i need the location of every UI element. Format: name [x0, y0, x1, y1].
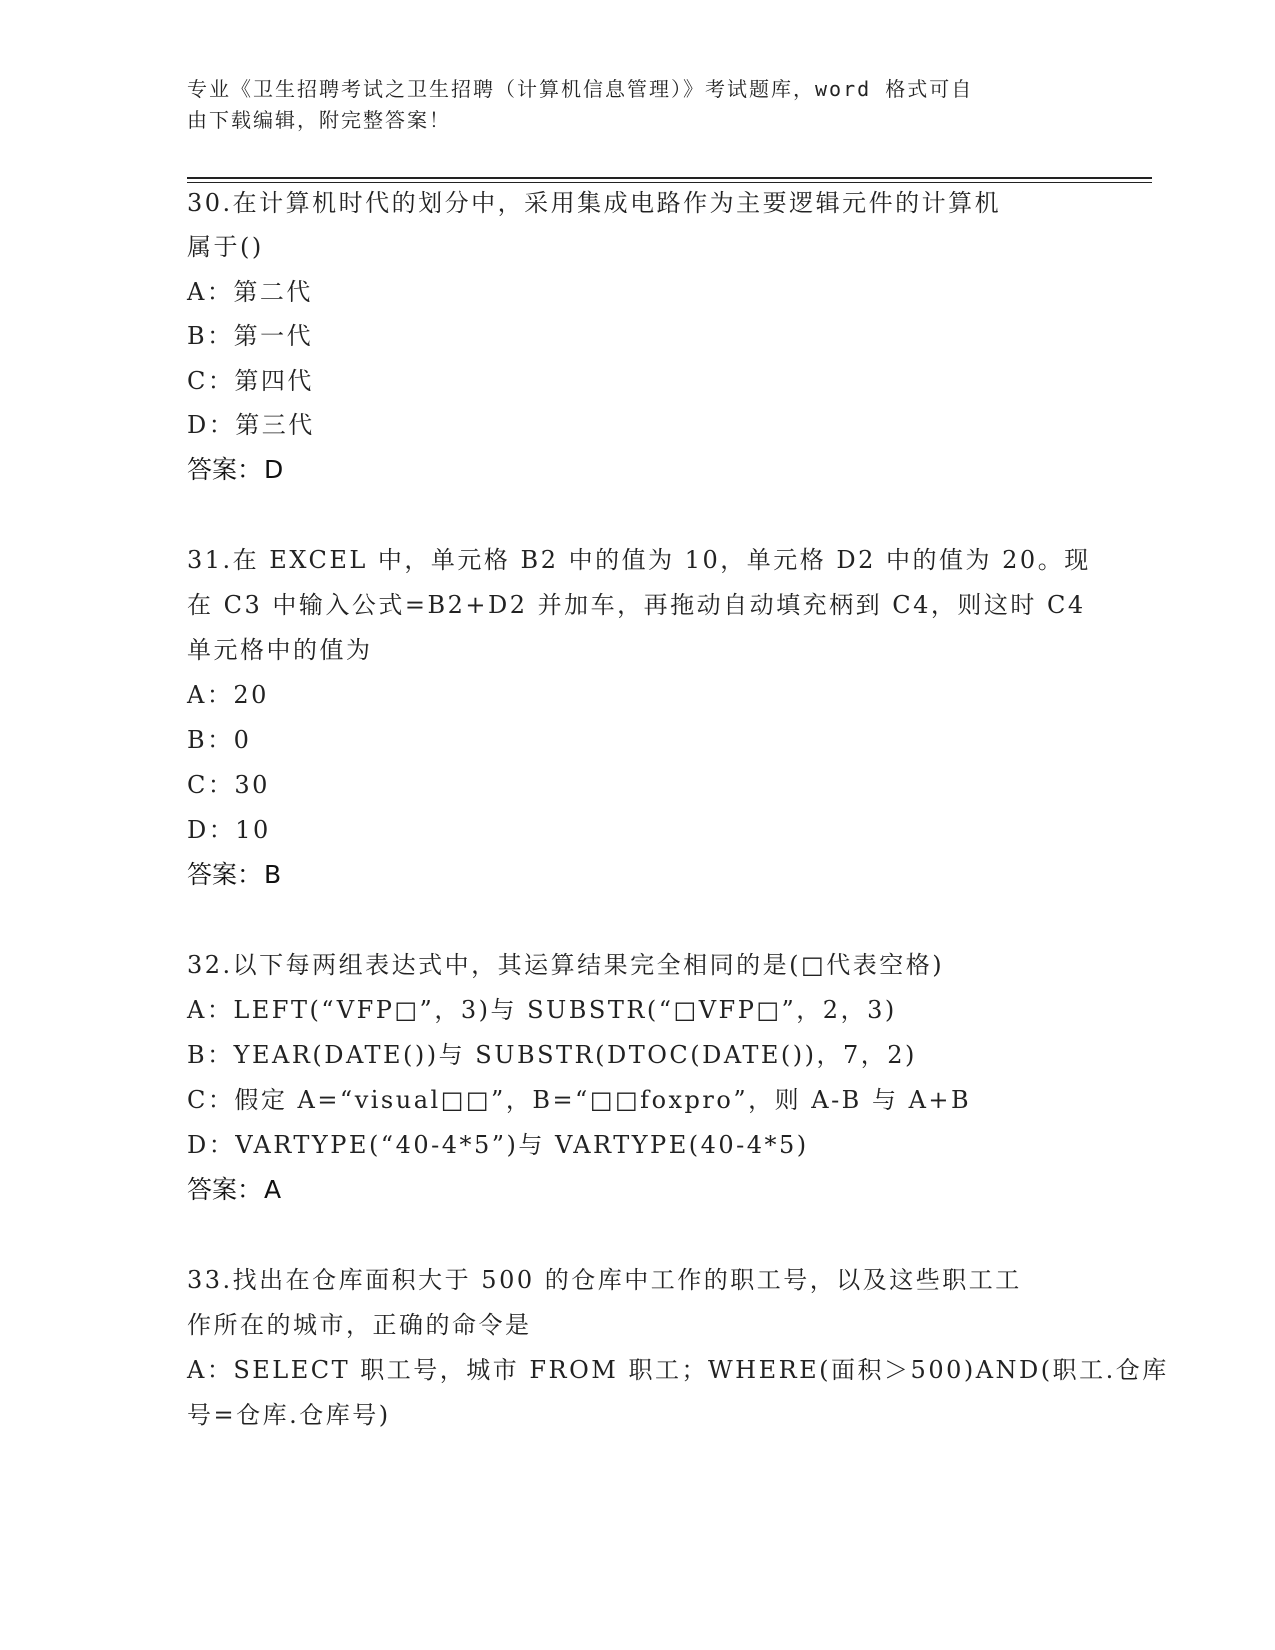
question-30-answer	[187, 455, 283, 485]
question-33-stem-line-1: 33.找出在仓库面积大于 500 的仓库中工作的职工号，以及这些职工工	[187, 1266, 1022, 1294]
header-line-2: 由下载编辑，附完整答案！	[187, 108, 451, 132]
question-31-stem-line-2: 在 C3 中输入公式=B2+D2 并加车，再拖动自动填充柄到 C4，则这时 C4	[187, 591, 1086, 619]
header-divider-bottom	[187, 182, 1152, 183]
question-33-stem-line-2: 作所在的城市，正确的命令是	[187, 1311, 532, 1339]
question-33-option-a-line-2: 号=仓库.仓库号)	[187, 1401, 391, 1429]
question-33-option-a-line-1: A：SELECT 职工号，城市 FROM 职工；WHERE(面积＞500)AND(职工.仓库	[187, 1356, 1169, 1384]
question-31-option-b: B：0	[187, 726, 252, 754]
answer-value: D	[264, 455, 284, 484]
question-31-stem-line-3: 单元格中的值为	[187, 636, 373, 664]
answer-value: A	[264, 1175, 282, 1204]
answer-label: 答案：	[187, 860, 263, 889]
question-30-option-a: A：第二代	[187, 278, 313, 306]
question-32-option-d: D：VARTYPE(“40-4*5”)与 VARTYPE(40-4*5)	[187, 1131, 809, 1159]
question-32-option-c: C：假定 A=“visual□□”，B=“□□foxpro”，则 A-B 与 A+B	[187, 1086, 972, 1114]
header-divider-top	[187, 177, 1152, 179]
answer-label: 答案：	[187, 1175, 263, 1204]
question-31-answer	[187, 860, 281, 890]
answer-label: 答案：	[187, 455, 263, 484]
question-30-option-d: D：第三代	[187, 411, 315, 439]
document-header	[187, 74, 1077, 136]
question-31-option-d: D：10	[187, 816, 271, 844]
question-32-option-b: B：YEAR(DATE())与 SUBSTR(DTOC(DATE())，7，2)	[187, 1041, 917, 1069]
question-31-option-a: A：20	[187, 681, 269, 709]
header-line-1: 专业《卫生招聘考试之卫生招聘（计算机信息管理）》考试题库，word 格式可自	[187, 77, 974, 101]
question-30-stem-line-2: 属于()	[187, 233, 264, 261]
question-30-stem-line-1: 30.在计算机时代的划分中，采用集成电路作为主要逻辑元件的计算机	[187, 189, 1002, 217]
question-32-option-a: A：LEFT(“VFP□”，3)与 SUBSTR(“□VFP□”，2，3)	[187, 996, 897, 1024]
question-30-option-b: B：第一代	[187, 322, 314, 350]
question-31-option-c: C：30	[187, 771, 270, 799]
question-30-option-c: C：第四代	[187, 367, 314, 395]
question-31-stem-line-1: 31.在 EXCEL 中，单元格 B2 中的值为 10，单元格 D2 中的值为 20。现	[187, 546, 1091, 574]
question-32-answer	[187, 1175, 281, 1205]
question-32-stem-line-1: 32.以下每两组表达式中，其运算结果完全相同的是(□代表空格)	[187, 951, 945, 979]
answer-value: B	[264, 860, 282, 889]
